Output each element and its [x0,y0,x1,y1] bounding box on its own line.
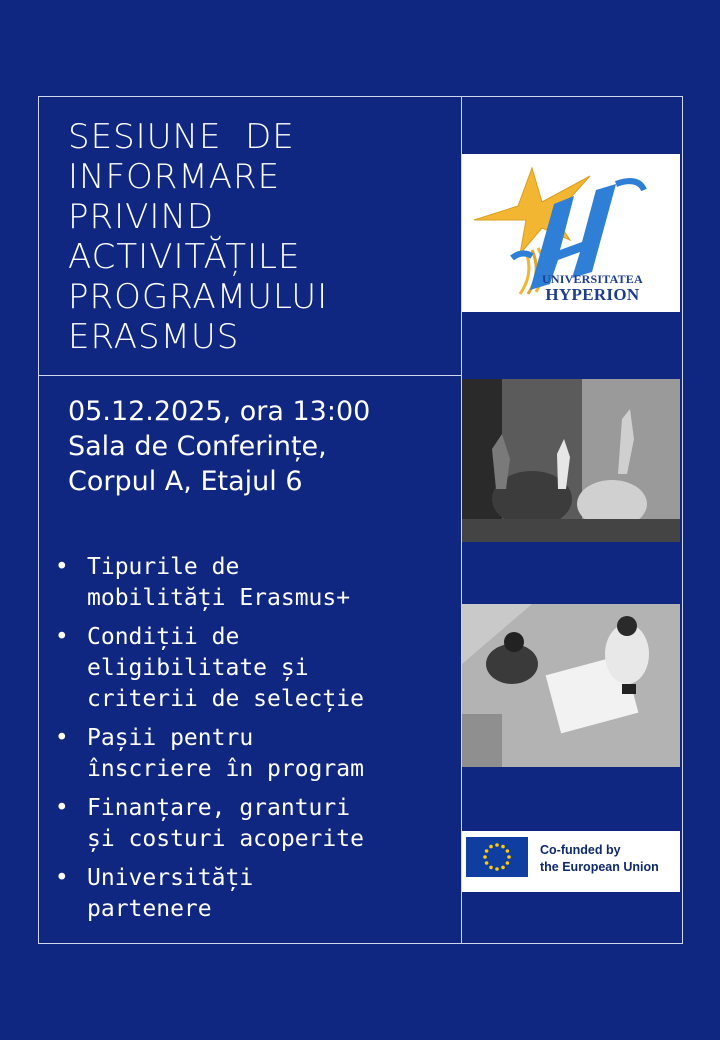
title-line: ACTIVITĂȚILE [68,237,301,277]
topic-line: înscriere în program [87,756,364,782]
topic-line: și costuri acoperite [87,826,364,852]
topics-list [50,552,450,933]
topic-line: Universități [87,865,254,891]
list-item [50,723,450,785]
students-raising-hands-photo [462,379,680,542]
list-item [50,863,450,925]
eu-text-line1: Co-funded by [540,843,621,857]
students-studying-on-floor-photo [462,604,680,767]
topic-line: Tipurile de [87,554,240,580]
university-logo [462,154,680,312]
topic-line: Pașii pentru [87,725,254,751]
event-room: Sala de Conferințe, [68,431,327,462]
university-name-line2: HYPERION [545,285,640,304]
topic-line: criterii de selecție [87,686,364,712]
title-line: PROGRAMULUI [68,277,329,317]
topic-line: eligibilitate și [87,655,309,681]
bullet: • [55,725,69,751]
title-line: PRIVIND [68,197,215,237]
title-line: ERASMUS [68,317,240,357]
list-item [50,552,450,614]
title-line: INFORMARE [68,157,281,197]
eu-text-line2: the European Union [540,860,659,874]
bullet: • [55,624,69,650]
poster-title [68,117,448,357]
title-line: SESIUNE DE [68,117,295,157]
university-name [542,272,643,304]
bullet: • [55,795,69,821]
bullet: • [55,865,69,891]
event-datetime: 05.12.2025, ora 13:00 [68,396,371,427]
list-item [50,793,450,855]
topic-line: partenere [87,896,212,922]
topic-line: mobilități Erasmus+ [87,585,351,611]
university-name-line1: UNIVERSITATEA [542,272,643,286]
eu-cofunded-badge [462,831,680,892]
eu-flag-icon [466,837,528,877]
bullet: • [55,554,69,580]
event-location: Corpul A, Etajul 6 [68,466,303,497]
title-divider [38,375,461,376]
topic-line: Condiții de [87,624,240,650]
event-details [68,394,448,499]
list-item [50,622,450,715]
eu-cofunded-text [540,842,659,876]
topic-line: Finanțare, granturi [87,795,351,821]
